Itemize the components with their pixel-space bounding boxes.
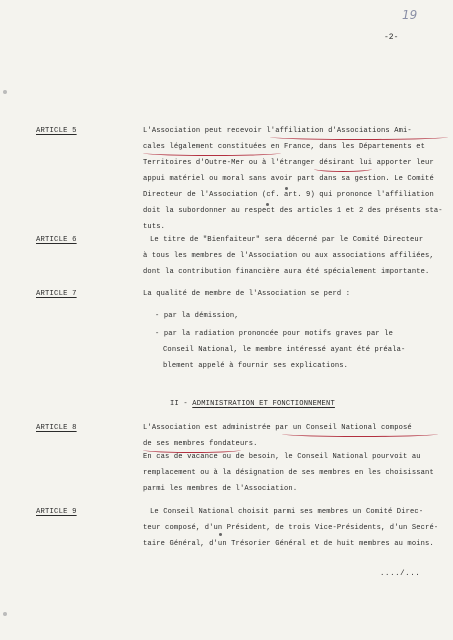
binder-hole	[3, 90, 7, 94]
continuation-marker: ..../...	[380, 570, 421, 578]
article-7-label: ARTICLE 7	[36, 290, 77, 298]
article-7-line-1: La qualité de membre de l'Association se perd :	[143, 290, 351, 298]
article-5-line-5: Directeur de l'Association (cf. art. 9) qui prononce l'affiliation	[143, 191, 434, 199]
section-number: II -	[170, 400, 193, 408]
article-8-line-5: parmi les membres de l'Association.	[143, 485, 298, 493]
article-9-line-2: teur composé, d'un Président, de trois Vice-Présidents, d'un Secré-	[143, 524, 439, 532]
article-5-line-6: doit la subordonner au respect des articles 1 et 2 des présents sta-	[143, 207, 443, 215]
ink-underline-affiliation	[270, 137, 448, 140]
binder-hole	[3, 612, 7, 616]
article-8-line-1: L'Association est administrée par un Conseil National composé	[143, 424, 412, 432]
article-7-line-3: - par la radiation prononcée pour motifs graves par le	[155, 330, 393, 338]
article-8-line-3: En cas de vacance ou de besoin, le Conseil National pourvoit au	[143, 453, 421, 461]
article-8-line-2: de ses membres fondateurs.	[143, 440, 258, 448]
article-8-line-4: remplacement ou à la désignation de ses membres en les choisissant	[143, 469, 434, 477]
article-5-line-7: tuts.	[143, 223, 166, 231]
article-7-line-2: - par la démission,	[155, 312, 239, 320]
article-7-line-5: blement appelé à fournir ses explications.	[163, 362, 349, 370]
article-9-line-1: Le Conseil National choisit parmi ses membres un Comité Direc-	[150, 508, 424, 516]
article-9-line-3: taire Général, d'un Trésorier Général et de huit membres au moins.	[143, 540, 434, 548]
pencil-mark	[219, 533, 222, 536]
section-title: ADMINISTRATION ET FONCTIONNEMENT	[192, 400, 335, 408]
article-5-line-2: cales légalement constituées en France, dans les Départements et	[143, 143, 426, 151]
pencil-mark	[266, 203, 269, 206]
article-7-line-4: Conseil National, le membre intéressé ayant été préala-	[163, 346, 406, 354]
page-number: -2-	[384, 33, 399, 42]
article-6-line-1: Le titre de "Bienfaiteur" sera décerné par le Comité Directeur	[150, 236, 424, 244]
handwritten-folio-number: 19	[402, 8, 418, 22]
article-5-line-1: L'Association peut recevoir l'affiliation d'Associations Ami-	[143, 127, 412, 135]
section-heading	[170, 400, 335, 408]
ink-underline-legalement	[143, 153, 281, 156]
article-6-label: ARTICLE 6	[36, 236, 77, 244]
article-5-label: ARTICLE 5	[36, 127, 77, 135]
pencil-mark	[285, 187, 288, 190]
ink-underline-etranger	[314, 169, 372, 172]
article-6-line-3: dont la contribution financière aura été spécialement importante.	[143, 268, 430, 276]
article-5-line-3: Territoires d'Outre-Mer ou à l'étranger désirant lui apporter leur	[143, 159, 434, 167]
article-9-label: ARTICLE 9	[36, 508, 77, 516]
article-6-line-2: à tous les membres de l'Association ou aux associations affiliées,	[143, 252, 434, 260]
article-8-label: ARTICLE 8	[36, 424, 77, 432]
article-5-line-4: appui matériel ou moral sans avoir part dans sa gestion. Le Comité	[143, 175, 434, 183]
ink-underline-conseil-national	[282, 434, 438, 437]
